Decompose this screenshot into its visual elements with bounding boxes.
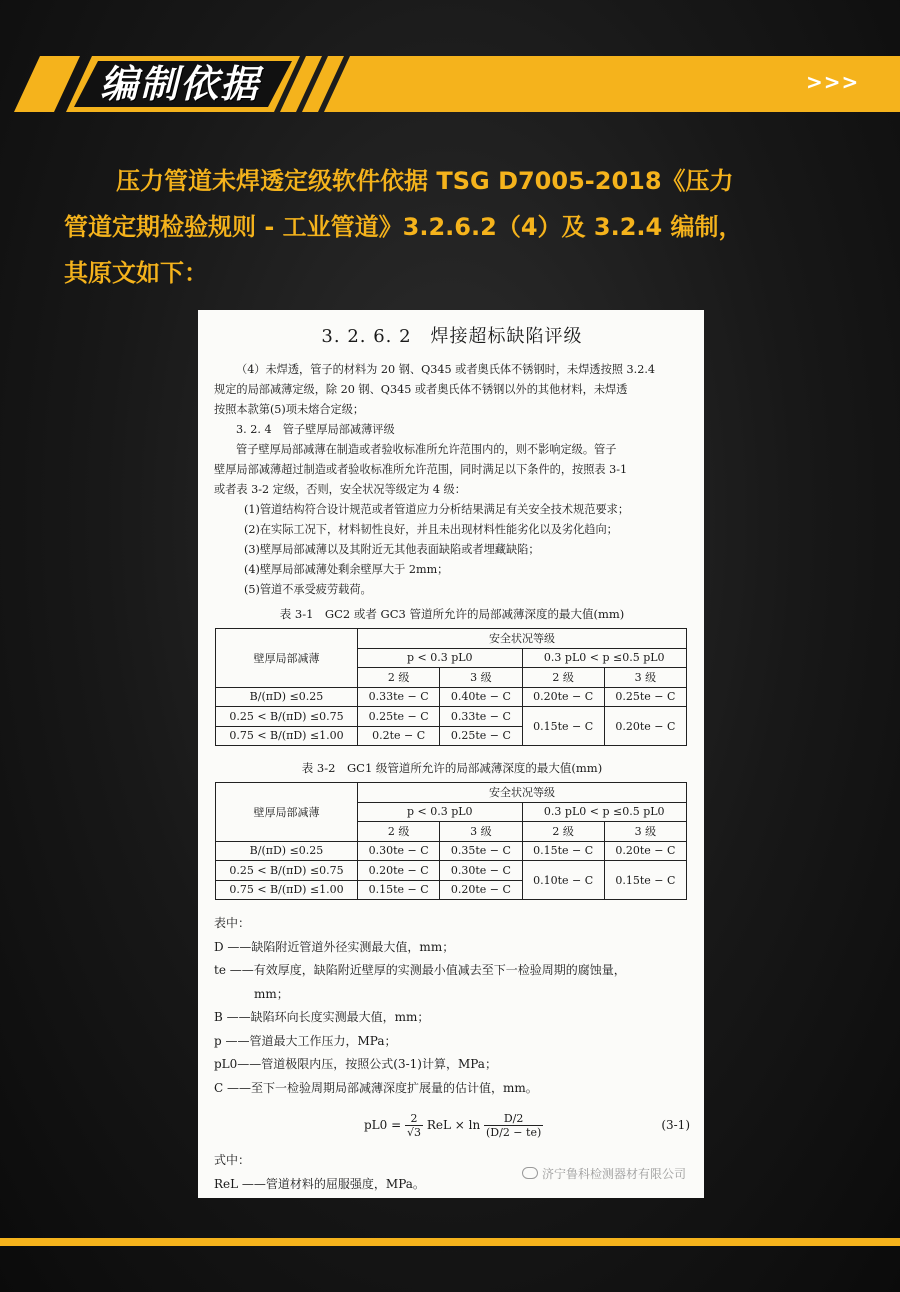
- def-item: p ——管道最大工作压力，MPa；: [214, 1033, 397, 1048]
- def-item: pL0——管道极限内压，按照公式(3-1)计算，MPa；: [214, 1057, 497, 1071]
- table-row: [216, 841, 687, 861]
- table-cell: 0.15te − C: [604, 861, 686, 900]
- table-3-1: [215, 628, 687, 746]
- definitions: [214, 912, 690, 1100]
- table-grade: 2 级: [358, 668, 440, 688]
- table-cell: 0.15te − C: [522, 841, 604, 861]
- table-cell: 0.20te − C: [604, 707, 686, 746]
- table-row: [216, 687, 687, 707]
- table-cell: 0.25te − C: [604, 687, 686, 707]
- table-col-a: p < 0.3 pL0: [358, 802, 523, 822]
- table-row-header: 壁厚局部减薄: [216, 783, 358, 842]
- table-cell: 0.20te − C: [440, 880, 522, 900]
- table2-caption: 表 3-2 GC1 级管道所允许的局部减薄深度的最大值(mm): [301, 761, 603, 775]
- table-3-2: [215, 782, 687, 900]
- condition-item: (5)管道不承受疲劳载荷。: [244, 583, 372, 596]
- wechat-icon: [522, 1167, 538, 1179]
- watermark: [522, 1165, 686, 1182]
- intro-line-3: 其原文如下：: [64, 259, 208, 287]
- table-grade: 3 级: [440, 668, 522, 688]
- def-item: mm；: [254, 986, 289, 1001]
- condition-item: (2)在实际工况下，材料韧性良好，并且未出现材料性能劣化以及劣化趋向；: [244, 523, 618, 536]
- condition-item: (1)管道结构符合设计规范或者管道应力分析结果满足有关安全技术规范要求；: [244, 503, 630, 516]
- table-col-b: 0.3 pL0 < p ≤0.5 pL0: [522, 648, 687, 668]
- table-cell: 0.33te − C: [440, 707, 522, 727]
- table-cell: 0.20te − C: [358, 861, 440, 881]
- table-cell: 0.15te − C: [522, 707, 604, 746]
- condition-item: (4)壁厚局部减薄处剩余壁厚大于 2mm；: [244, 563, 449, 576]
- watermark-text: 济宁鲁科检测器材有限公司: [541, 1167, 686, 1181]
- def-item: te ——有效厚度，缺陷附近壁厚的实测最小值减去至下一检验周期的腐蚀量，: [214, 963, 626, 977]
- table-cell: 0.25te − C: [358, 707, 440, 727]
- table-group-header: 安全状况等级: [358, 783, 687, 803]
- formula-where: 式中：: [214, 1153, 251, 1167]
- table-cell: 0.75 < B/(πD) ≤1.00: [216, 726, 358, 746]
- table-row-header: 壁厚局部减薄: [216, 629, 358, 688]
- formula-lhs: pL0 =: [364, 1118, 405, 1132]
- condition-item: (3)壁厚局部减薄以及其附近无其他表面缺陷或者埋藏缺陷；: [244, 543, 540, 556]
- formula-fraction: [484, 1112, 543, 1139]
- table-row: [216, 707, 687, 727]
- table-grade: 2 级: [358, 822, 440, 842]
- table-cell: 0.15te − C: [358, 880, 440, 900]
- formula-coefficient: [405, 1112, 423, 1139]
- arrows-icon: >>>: [806, 70, 860, 94]
- table-grade: 3 级: [604, 822, 686, 842]
- coef-numerator: 2: [405, 1112, 423, 1126]
- bottom-accent-bar: [0, 1238, 900, 1246]
- def-item: B ——缺陷环向长度实测最大值，mm；: [214, 1010, 430, 1024]
- intro-line-2: 管道定期检验规则 - 工业管道》3.2.6.2（4）及 3.2.4 编制，: [64, 213, 743, 241]
- intro-line-1: 压力管道未焊透定级软件依据 TSG D7005-2018《压力: [116, 167, 734, 195]
- defs-title: 表中：: [214, 916, 251, 930]
- table1-caption: 表 3-1 GC2 或者 GC3 管道所允许的局部减薄深度的最大值(mm): [279, 607, 625, 621]
- para1-line: （4）未焊透，管子的材料为 20 钢、Q345 或者奥氏体不锈钢时，未焊透按照 3.2.4: [236, 363, 656, 376]
- formula-number: (3-1): [661, 1118, 690, 1132]
- table-cell: 0.30te − C: [440, 861, 522, 881]
- para2-line: 管子壁厚局部减薄在制造或者验收标准所允许范围内的，则不影响定级。管子: [236, 443, 617, 456]
- table-cell: 0.25 < B/(πD) ≤0.75: [216, 707, 358, 727]
- rel-definition: ReL ——管道材料的屈服强度，MPa。: [214, 1177, 425, 1191]
- para1-line: 按照本款第(5)项未熔合定级；: [214, 403, 365, 416]
- table-grade: 3 级: [604, 668, 686, 688]
- page-title: 编制依据: [100, 62, 261, 106]
- table-cell: 0.35te − C: [440, 841, 522, 861]
- table-cell: 0.2te − C: [358, 726, 440, 746]
- table-cell: 0.30te − C: [358, 841, 440, 861]
- table-group-header: 安全状况等级: [358, 629, 687, 649]
- table-row: [216, 861, 687, 881]
- table-grade: 3 级: [440, 822, 522, 842]
- table-cell: B/(πD) ≤0.25: [216, 687, 358, 707]
- section-heading: 3. 2. 4 管子壁厚局部减薄评级: [236, 423, 395, 436]
- table-cell: 0.40te − C: [440, 687, 522, 707]
- frac-numerator: D/2: [484, 1112, 543, 1126]
- table-cell: 0.75 < B/(πD) ≤1.00: [216, 880, 358, 900]
- table-grade: 2 级: [522, 668, 604, 688]
- table-cell: B/(πD) ≤0.25: [216, 841, 358, 861]
- table-col-b: 0.3 pL0 < p ≤0.5 pL0: [522, 802, 687, 822]
- def-item: D ——缺陷附近管道外径实测最大值，mm；: [214, 939, 455, 954]
- table-cell: 0.33te − C: [358, 687, 440, 707]
- table-col-a: p < 0.3 pL0: [358, 648, 523, 668]
- table-cell: 0.20te − C: [604, 841, 686, 861]
- formula-mid: ReL × ln: [426, 1118, 481, 1132]
- table-cell: 0.25 < B/(πD) ≤0.75: [216, 861, 358, 881]
- table-cell: 0.20te − C: [522, 687, 604, 707]
- coef-denominator: √3: [406, 1126, 421, 1139]
- table-cell: 0.25te − C: [440, 726, 522, 746]
- frac-denominator: (D/2 − te): [486, 1126, 542, 1139]
- scanned-document: [198, 310, 704, 1198]
- formula-3-1: [214, 1104, 690, 1148]
- header-banner: [0, 56, 900, 112]
- para1-line: 规定的局部减薄定级，除 20 钢、Q345 或者奥氏体不锈钢以外的其他材料，未焊透: [214, 383, 628, 396]
- def-item: C ——至下一检验周期局部减薄深度扩展量的估计值，mm。: [214, 1080, 538, 1095]
- intro-text: [64, 158, 844, 296]
- table-grade: 2 级: [522, 822, 604, 842]
- doc-title: 3. 2. 6. 2 焊接超标缺陷评级: [321, 326, 583, 347]
- para2-line: 或者表 3-2 定级，否则，安全状况等级定为 4 级：: [214, 483, 466, 496]
- formula-expression: [364, 1112, 543, 1139]
- para2-line: 壁厚局部减薄超过制造或者验收标准所允许范围，同时满足以下条件的，按照表 3-1: [214, 463, 628, 476]
- table-cell: 0.10te − C: [522, 861, 604, 900]
